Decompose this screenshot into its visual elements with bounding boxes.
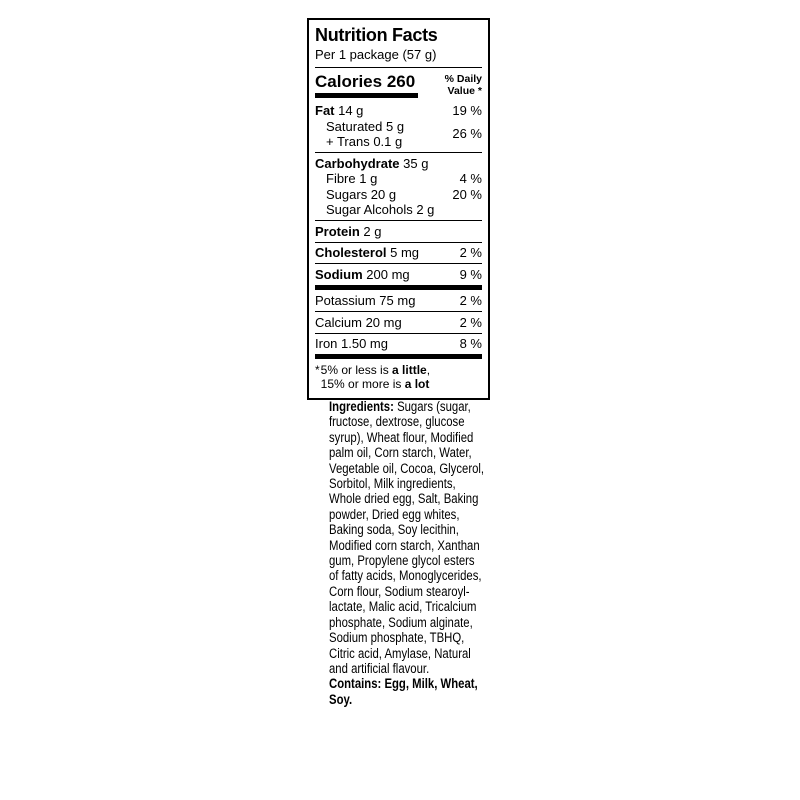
nutrient-row-iron [315,336,482,352]
ingredients-paragraph [329,399,485,676]
daily-value-header [445,72,482,97]
ingredients-label: Ingredients: [329,399,394,414]
nutrient-row-protein [315,224,482,240]
nutrition-facts-title: Nutrition Facts [315,25,438,45]
separator-thin [315,220,482,221]
separator-thin [315,263,482,264]
nutrition-facts-panel [307,18,490,400]
percent-daily-value: 20 % [452,186,482,202]
nutrient-row-potassium [315,293,482,309]
percent-daily-value: 4 % [459,171,482,186]
nutrient-name-amount: Fibre 1 g [326,171,378,186]
daily-value-footnote [315,363,482,392]
nutrient-name-amount: Sugar Alcohols 2 g [326,202,435,217]
footnote-line-1: 5% or less is a little, [320,362,431,377]
nutrient-rows [315,103,482,359]
nutrient-name-amount: Potassium 75 mg [315,293,416,308]
calories-number: 260 [386,72,416,91]
nutrient-name-amount: Iron 1.50 mg [315,336,388,351]
nutrient-row-carbohydrate [315,156,482,172]
daily-value-header-line2: Value * [447,84,482,97]
footnote-line-2: 15% or more is a lot [320,377,430,391]
separator-thin [315,311,482,312]
percent-daily-value: 2 % [459,293,482,308]
percent-daily-value: 19 % [452,103,482,118]
nutrient-row-calcium [315,315,482,331]
nutrient-row-sugars [315,187,482,203]
nutrient-subline: Saturated 5 g [326,118,405,134]
footnote-text [321,363,430,392]
nutrient-sublines [315,119,404,150]
nutrient-name-amount: Carbohydrate 35 g [315,155,429,171]
contains-statement: Contains: Egg, Milk, Wheat, Soy. [329,676,478,707]
calories-value [315,72,418,91]
footnote-asterisk: * [315,362,320,377]
nutrient-name-amount: Protein 2 g [315,223,382,239]
nutrient-name-amount: Cholesterol 5 mg [315,245,420,260]
nutrient-row-fibre [315,171,482,187]
nutrient-row-sodium [315,267,482,283]
calories-row [315,72,482,98]
separator-thick [315,354,482,359]
nutrient-name-amount: Fat 14 g [315,103,364,118]
nutrient-row-sugar-alcohols [315,202,482,218]
percent-daily-value: 26 % [452,126,482,142]
nutrient-subline: + Trans 0.1 g [326,134,403,149]
percent-daily-value: 9 % [459,266,482,282]
nutrient-name-amount: Calcium 20 mg [315,314,402,330]
separator-thin [315,333,482,334]
calories-block [315,72,418,98]
ingredients-section [329,399,485,707]
percent-daily-value: 8 % [459,336,482,351]
ingredients-list-text: Sugars (sugar, fructose, dextrose, glucose syrup), Wheat flour, Modified palm oil, Corn starch, Water, Vegetable oil, Cocoa, Glycerol, Sorbitol, Milk ingredients, Whole dried egg, Salt, Baking powder, Dried egg whites, Baking soda, Soy lecithin, Modified corn starch, Xanthan gum, Propylene glycol esters of fatty acids, Monoglycerides, Corn flour, Sodium stearoyl-lactate, Malic acid, Tricalcium phosphate, Sodium alginate, Sodium phosphate, TBHQ, Citric acid, Amylase, Natural and artificial flavour. [329,399,485,676]
daily-value-header-line1: % Daily [444,73,482,85]
percent-daily-value: 2 % [459,314,482,330]
separator-thin [315,152,482,153]
separator-thick [315,285,482,290]
calories-underline-bar [315,93,418,98]
percent-daily-value: 2 % [459,245,482,260]
nutrient-row-saturated-trans [315,119,482,150]
separator-thin [315,242,482,243]
nutrient-name-amount: Sugars 20 g [326,186,397,202]
nutrient-row-fat [315,103,482,119]
nutrient-row-cholesterol [315,245,482,261]
calories-label: Calories [315,72,383,91]
divider [315,67,482,68]
serving-size: Per 1 package (57 g) [315,47,437,62]
nutrient-name-amount: Sodium 200 mg [315,266,410,282]
